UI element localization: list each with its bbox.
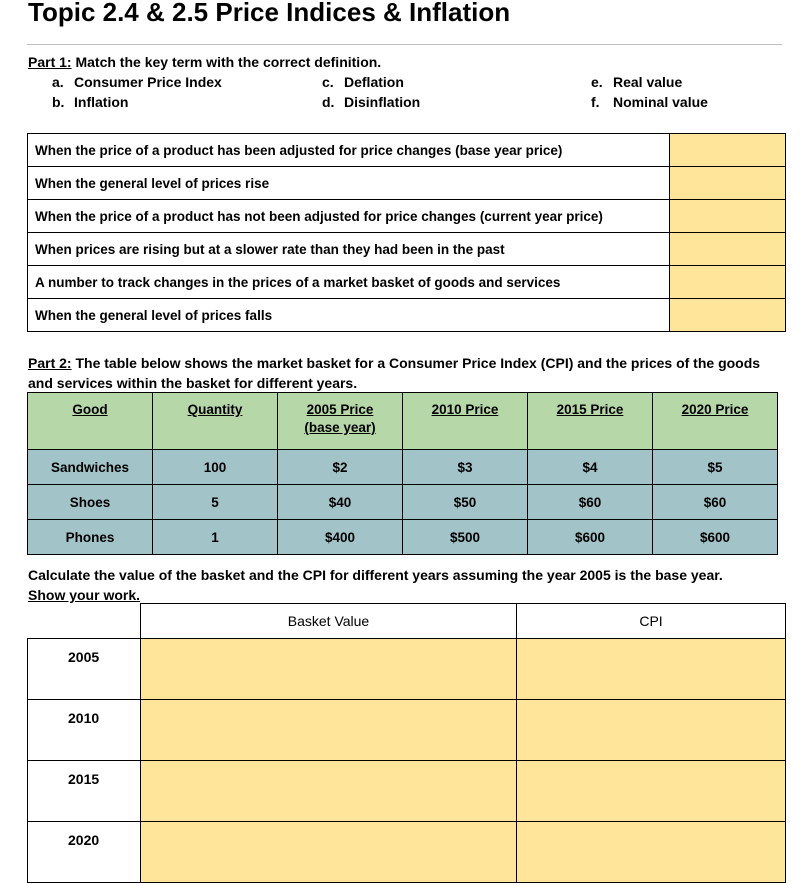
- price-value: $50: [403, 485, 528, 520]
- blank-header: [28, 604, 141, 639]
- table-row: [28, 299, 786, 332]
- quantity-value: 1: [153, 520, 278, 555]
- price-value: $40: [278, 485, 403, 520]
- definition-cell: When prices are rising but at a slower rate than they had been in the past: [28, 233, 670, 266]
- cpi-work-table: [27, 603, 786, 883]
- col-2005-price: 2005 Price (base year): [278, 393, 403, 450]
- col-basket-value: Basket Value: [141, 604, 517, 639]
- definition-cell: When the general level of prices falls: [28, 299, 670, 332]
- basket-value-field[interactable]: [141, 639, 517, 700]
- price-value: $4: [528, 450, 653, 485]
- part1-instruction: Match the key term with the correct definition.: [75, 54, 382, 70]
- col-good: Good: [28, 393, 153, 450]
- term-e: e. Real value: [591, 74, 683, 90]
- term-a: a. Consumer Price Index: [52, 74, 222, 90]
- year-label: 2020: [28, 822, 141, 883]
- table-row: [28, 167, 786, 200]
- table-row: [28, 822, 786, 883]
- price-value: $400: [278, 520, 403, 555]
- col-cpi: CPI: [517, 604, 786, 639]
- cpi-field[interactable]: [517, 761, 786, 822]
- term-d: d. Disinflation: [322, 94, 421, 110]
- cpi-field[interactable]: [517, 639, 786, 700]
- part1-label: Part 1:: [28, 54, 72, 70]
- part1-heading: [28, 54, 381, 70]
- table-header-row: [28, 604, 786, 639]
- quantity-value: 100: [153, 450, 278, 485]
- table-row: [28, 520, 778, 555]
- term-b: b. Inflation: [52, 94, 129, 110]
- good-name: Shoes: [28, 485, 153, 520]
- price-value: $3: [403, 450, 528, 485]
- cpi-field[interactable]: [517, 700, 786, 761]
- answer-field[interactable]: [670, 200, 786, 233]
- basket-value-field[interactable]: [141, 761, 517, 822]
- title-divider: [27, 44, 782, 45]
- good-name: Sandwiches: [28, 450, 153, 485]
- col-2010-price: 2010 Price: [403, 393, 528, 450]
- price-value: $5: [653, 450, 778, 485]
- table-row: [28, 200, 786, 233]
- table-row: [28, 266, 786, 299]
- price-value: $500: [403, 520, 528, 555]
- answer-field[interactable]: [670, 233, 786, 266]
- table-row: [28, 761, 786, 822]
- table-row: [28, 700, 786, 761]
- basket-value-field[interactable]: [141, 822, 517, 883]
- price-value: $60: [528, 485, 653, 520]
- answer-field[interactable]: [670, 167, 786, 200]
- basket-value-field[interactable]: [141, 700, 517, 761]
- definition-cell: A number to track changes in the prices of a market basket of goods and services: [28, 266, 670, 299]
- part2-heading: [28, 353, 768, 393]
- page-title: Topic 2.4 & 2.5 Price Indices & Inflation: [28, 0, 511, 27]
- col-quantity: Quantity: [153, 393, 278, 450]
- answer-field[interactable]: [670, 134, 786, 167]
- table-row: [28, 485, 778, 520]
- definition-cell: When the price of a product has not been adjusted for price changes (current year price): [28, 200, 670, 233]
- price-value: $60: [653, 485, 778, 520]
- year-label: 2005: [28, 639, 141, 700]
- part2-label: Part 2:: [28, 355, 72, 371]
- show-work-note: Show your work.: [28, 587, 141, 603]
- quantity-value: 5: [153, 485, 278, 520]
- price-value: $2: [278, 450, 403, 485]
- definition-cell: When the price of a product has been adjusted for price changes (base year price): [28, 134, 670, 167]
- answer-field[interactable]: [670, 266, 786, 299]
- part2-instruction: The table below shows the market basket for a Consumer Price Index (CPI) and the prices of the goods and services within the basket for different years.: [28, 355, 761, 391]
- table-row: [28, 134, 786, 167]
- col-2015-price: 2015 Price: [528, 393, 653, 450]
- table-header-row: [28, 393, 778, 450]
- term-c: c. Deflation: [322, 74, 404, 90]
- calculation-instruction: Calculate the value of the basket and the CPI for different years assuming the year 2005 is the base year. Show your work.: [28, 567, 723, 603]
- table-row: [28, 450, 778, 485]
- term-f: f. Nominal value: [591, 94, 708, 110]
- table-row: [28, 233, 786, 266]
- year-label: 2010: [28, 700, 141, 761]
- table-row: [28, 639, 786, 700]
- cpi-field[interactable]: [517, 822, 786, 883]
- col-2020-price: 2020 Price: [653, 393, 778, 450]
- definition-cell: When the general level of prices rise: [28, 167, 670, 200]
- answer-field[interactable]: [670, 299, 786, 332]
- market-basket-table: [27, 392, 778, 555]
- matching-table: [27, 133, 786, 332]
- good-name: Phones: [28, 520, 153, 555]
- price-value: $600: [528, 520, 653, 555]
- year-label: 2015: [28, 761, 141, 822]
- price-value: $600: [653, 520, 778, 555]
